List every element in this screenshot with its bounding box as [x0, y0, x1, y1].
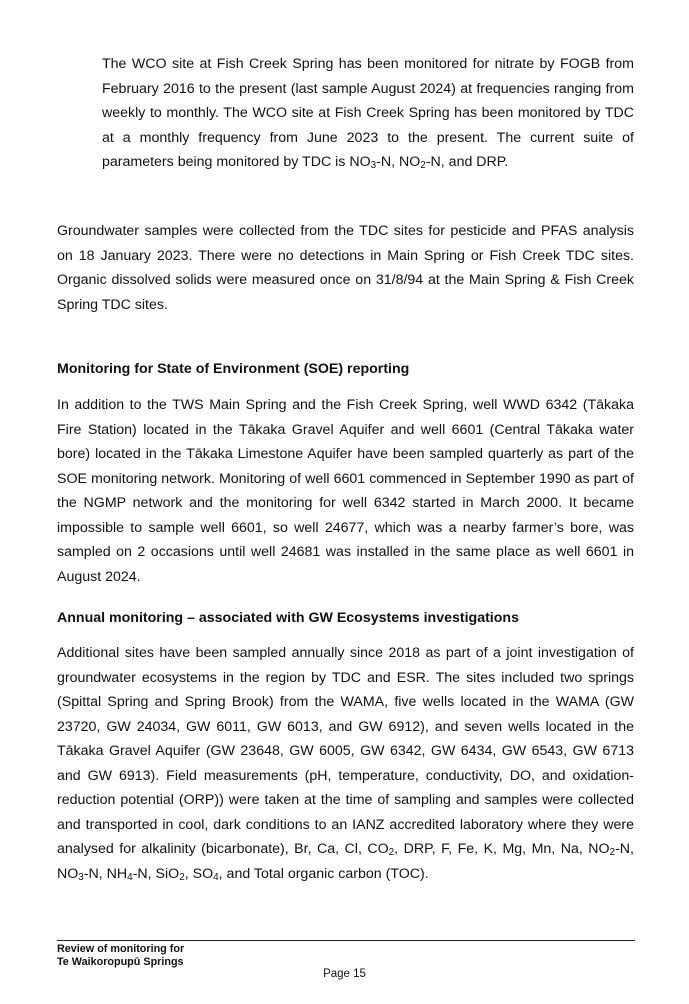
- fogb-text-a: The WCO site at Fish Creek Spring has been monitored for nitrate by FOGB from February 2016 to the present (last sample August 2024) at frequencies ranging from weekly to monthly. The WCO site at Fish Creek Spring has been monitored by TDC at a monthly frequency from June 2023 to the present. The current suite of parameters being monitored by TDC is NO: [102, 56, 634, 170]
- subscript: 4: [213, 871, 219, 883]
- page-number: Page 15: [323, 968, 366, 980]
- fogb-monitoring-paragraph: [102, 52, 634, 175]
- fogb-text-b: -N, NO: [376, 154, 421, 170]
- annual-text: , SO: [184, 865, 214, 882]
- subscript: 3: [78, 871, 84, 883]
- footer-report-title-line2: Te Waikoropupū Springs: [57, 956, 184, 968]
- subscript: 2: [420, 160, 426, 171]
- annual-text: -N, NH: [83, 865, 128, 882]
- fogb-text-c: -N, and DRP.: [425, 154, 509, 170]
- annual-text: Additional sites have been sampled annually since 2018 as part of a joint investigation of groundwater ecosystems in the region by TDC and ESR. The sites included two springs (Spittal Spring and Spring Brook) from the WAMA, five wells located in the WAMA (GW 23720, GW 24034, GW 6011, GW 6013, and GW 6912), and seven wells located in the Tākaka Gravel Aquifer (GW 23648, GW 6005, GW 6342, GW 6434, GW 6543, GW 6713 and GW 6913). Field measurements (pH, temperature, conductivity, DO, and oxidation-reduction potential (ORP)) were taken at the time of sampling and samples were collected and transported in cool, dark conditions to an IANZ accredited laboratory where they were analysed for alkalinity (bicarbonate), Br, Ca, Cl, CO: [57, 645, 634, 857]
- subscript: 2: [388, 847, 395, 858]
- annual-monitoring-paragraph: [57, 641, 634, 886]
- soe-paragraph: In addition to the TWS Main Spring and the Fish Creek Spring, well WWD 6342 (Tākaka Fire Station) located in the Tākaka Gravel Aquifer and well 6601 (Central Tākaka water bore) located in the Tākaka Limestone Aquifer have been sampled quarterly as part of the SOE monitoring network. Monitoring of well 6601 commenced in September 1990 as part of the NGMP network and the monitoring for well 6342 started in March 2000. It became impossible to sample well 6601, so well 24677, which was a nearby farmer’s bore, was sampled on 2 occasions until well 24681 was installed in the same place as well 6601 in August 2024.: [57, 397, 634, 585]
- subscript: 2: [179, 871, 185, 883]
- footer-report-title-line1: Review of monitoring for: [57, 943, 185, 955]
- pesticide-paragraph: Groundwater samples were collected from the TDC sites for pesticide and PFAS analysis on 18 January 2023. There were no detections in Main Spring or Fish Creek TDC sites. Organic dissolved solids were measured once on 31/8/94 at the Main Spring & Fish Creek Spring TDC sites.: [57, 223, 634, 313]
- annual-text: , DRP, F, Fe, K, Mg, Mn, Na, NO: [394, 841, 610, 857]
- soe-heading: Monitoring for State of Environment (SOE) reporting: [57, 361, 410, 377]
- annual-monitoring-heading: Annual monitoring – associated with GW Ecosystems investigations: [57, 610, 519, 626]
- subscript: 4: [127, 871, 133, 883]
- annual-text: -N, NO: [57, 841, 634, 882]
- subscript: 2: [609, 847, 616, 858]
- footer-divider: [57, 940, 635, 941]
- subscript: 3: [370, 160, 377, 171]
- annual-text: -N, SiO: [132, 865, 180, 882]
- annual-text: , and Total organic carbon (TOC).: [218, 865, 429, 882]
